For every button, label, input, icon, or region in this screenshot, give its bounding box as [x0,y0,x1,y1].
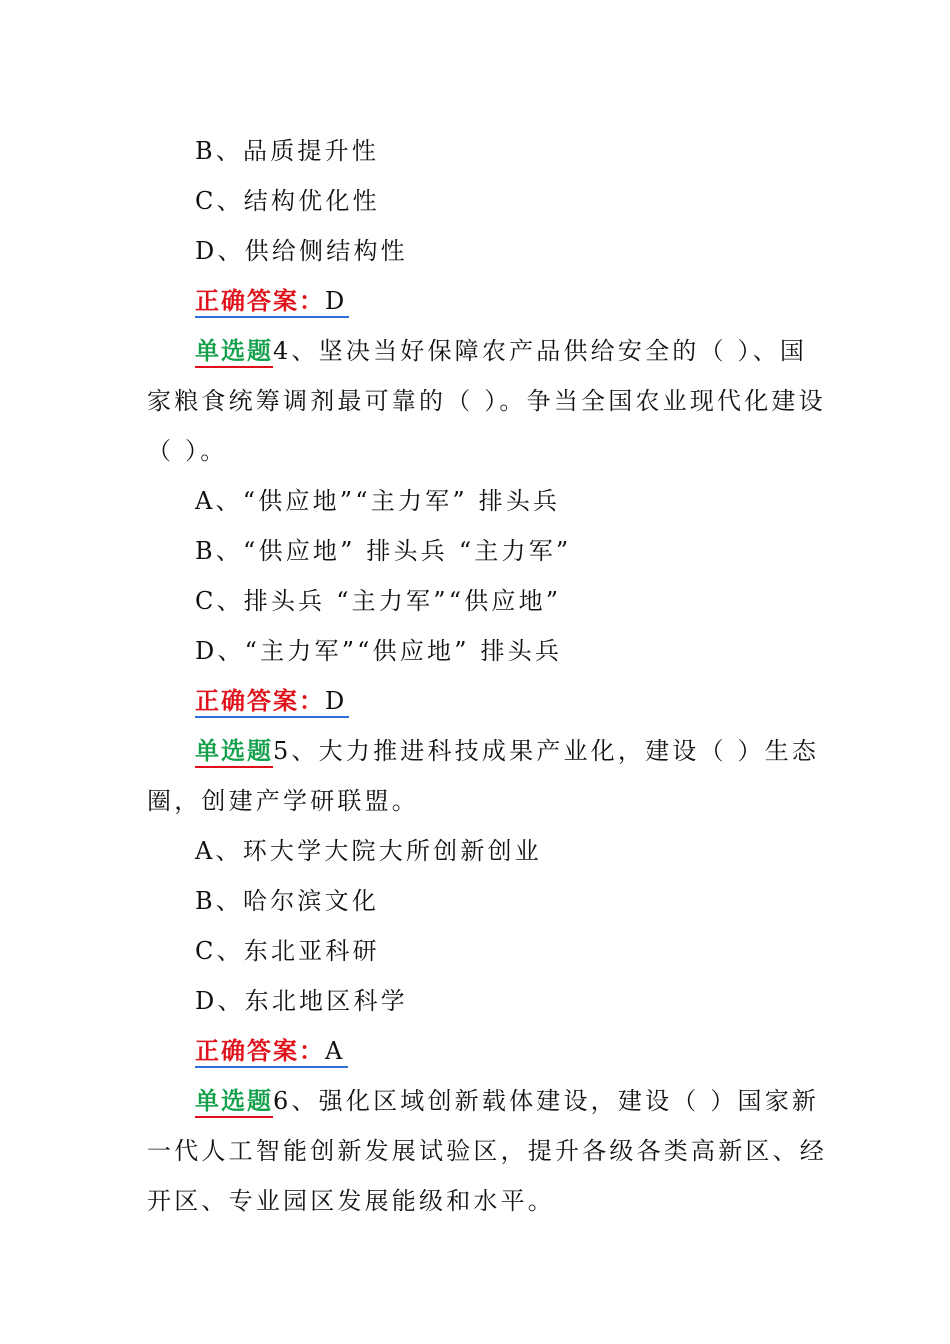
q4-stem-line-1 [0,326,950,376]
q6-stem-text: 6、强化区域创新载体建设，建设（ ）国家新 [273,1087,820,1115]
q5-option-a: A、环大学大院大所创新创业 [195,837,542,865]
question-type-label: 单选题 [195,336,273,368]
q5-answer [0,1026,950,1076]
q4-option-b: B、“供应地” 排头兵 “主力军” [195,537,572,565]
q6-stem-line-3: 开区、专业园区发展能级和水平。 [147,1187,555,1215]
q3-answer [0,276,950,326]
q4-stem-line-2: 家粮食统筹调剂最可靠的（ ）。争当全国农业现代化建设 [147,387,826,415]
q6-stem-line-2: 一代人工智能创新发展试验区，提升各级各类高新区、经 [147,1137,827,1165]
q4-option-a: A、“供应地”“主力军” 排头兵 [195,487,561,515]
q5-option-c: C、东北亚科研 [195,937,380,965]
q3-option-c: C、结构优化性 [195,187,380,215]
answer-label: 正确答案： [195,1036,325,1068]
q3-option-b: B、品质提升性 [195,137,380,165]
q4-answer [0,676,950,726]
q4-option-c: C、排头兵 “主力军”“供应地” [195,587,562,615]
answer-label: 正确答案： [195,686,325,718]
q5-option-d: D、东北地区科学 [195,987,408,1015]
answer-value: A [325,1037,348,1068]
question-type-label: 单选题 [195,736,273,768]
q5-option-b: B、哈尔滨文化 [195,887,380,915]
q6-stem-line-1 [0,1076,950,1126]
question-type-label: 单选题 [195,1086,273,1118]
answer-value: D [325,287,349,318]
q4-stem-line-3: （ ）。 [147,437,228,465]
q5-stem-line-2: 圈，创建产学研联盟。 [147,787,419,815]
answer-value: D [325,687,349,718]
q5-stem-text: 5、大力推进科技成果产业化，建设（ ）生态 [273,737,820,765]
answer-label: 正确答案： [195,286,325,318]
q4-option-d: D、“主力军”“供应地” 排头兵 [195,637,563,665]
q4-stem-text: 4、坚决当好保障农产品供给安全的（ ）、国 [273,337,808,365]
q5-stem-line-1 [0,726,950,776]
q3-option-d: D、供给侧结构性 [195,237,408,265]
